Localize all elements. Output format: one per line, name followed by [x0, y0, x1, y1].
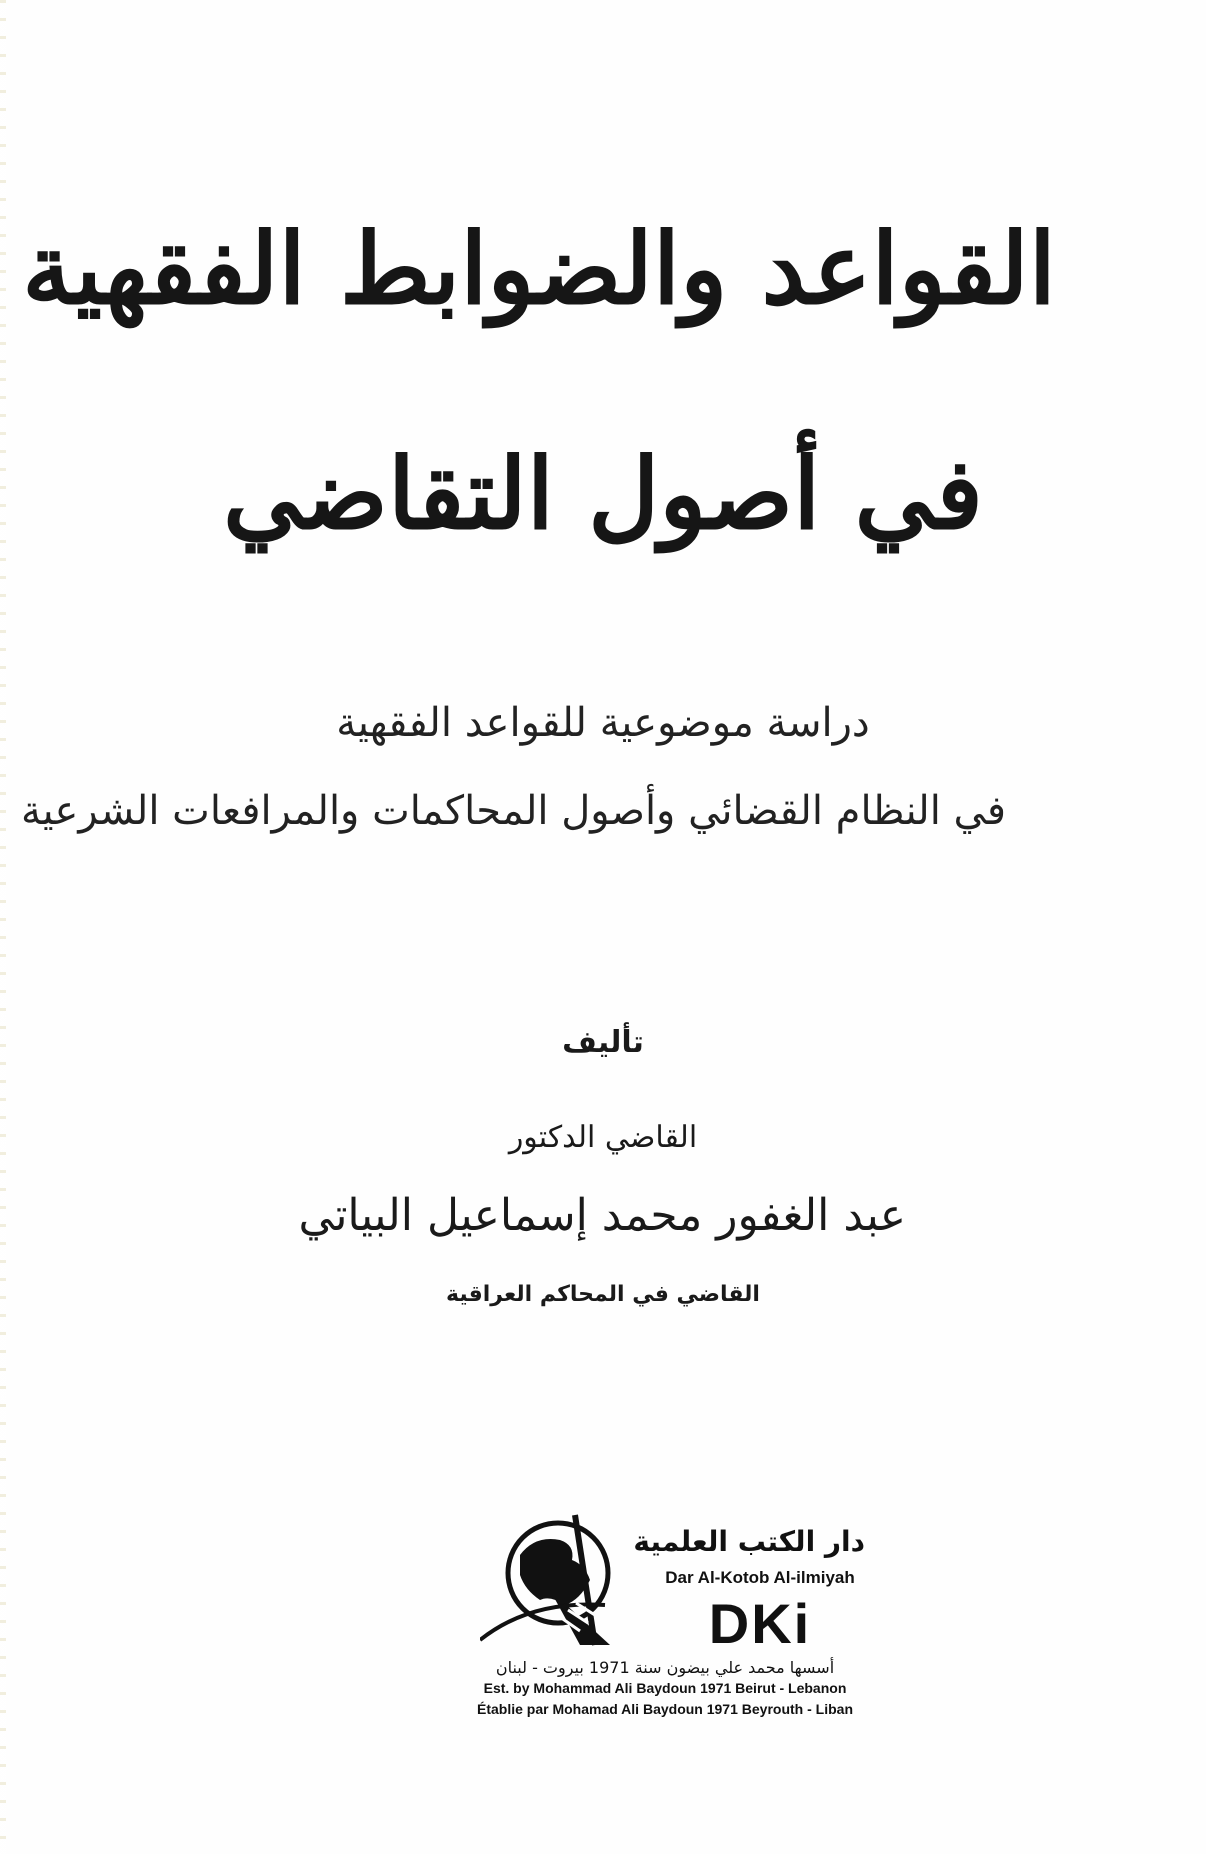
establishment-english: Est. by Mohammad Ali Baydoun 1971 Beirut - Lebanon	[483, 1680, 847, 1696]
author-rank: القاضي الدكتور	[508, 1120, 698, 1155]
main-title-line-1: القواعد والضوابط الفقهية	[22, 212, 1056, 327]
publisher-name-arabic: دار الكتب العلمية	[633, 1525, 865, 1558]
author-name: عبد الغفور محمد إسماعيل البياتي	[298, 1190, 906, 1241]
publisher-name-english: Dar Al-Kotob Al-ilmiyah	[665, 1568, 855, 1587]
binding-edge	[0, 0, 6, 1854]
publisher-abbreviation: DKi	[708, 1592, 812, 1655]
publisher-establishment	[470, 1657, 860, 1720]
subtitle-line-1: دراسة موضوعية للقواعد الفقهية	[336, 700, 870, 746]
globe-logo-icon	[480, 1505, 640, 1655]
author-position: القاضي في المحاكم العراقية	[446, 1282, 760, 1307]
establishment-french: Établie par Mohamad Ali Baydoun 1971 Beyrouth - Liban	[477, 1701, 853, 1717]
establishment-arabic: أسسها محمد علي بيضون سنة 1971 بيروت - لبنان	[495, 1658, 835, 1677]
main-title-line-2: في أصول التقاضي	[222, 437, 984, 552]
publisher-block	[470, 1505, 870, 1715]
subtitle-line-2: في النظام القضائي وأصول المحاكمات والمرافعات الشرعية	[21, 788, 1006, 834]
authorship-label: تأليف	[562, 1025, 644, 1060]
